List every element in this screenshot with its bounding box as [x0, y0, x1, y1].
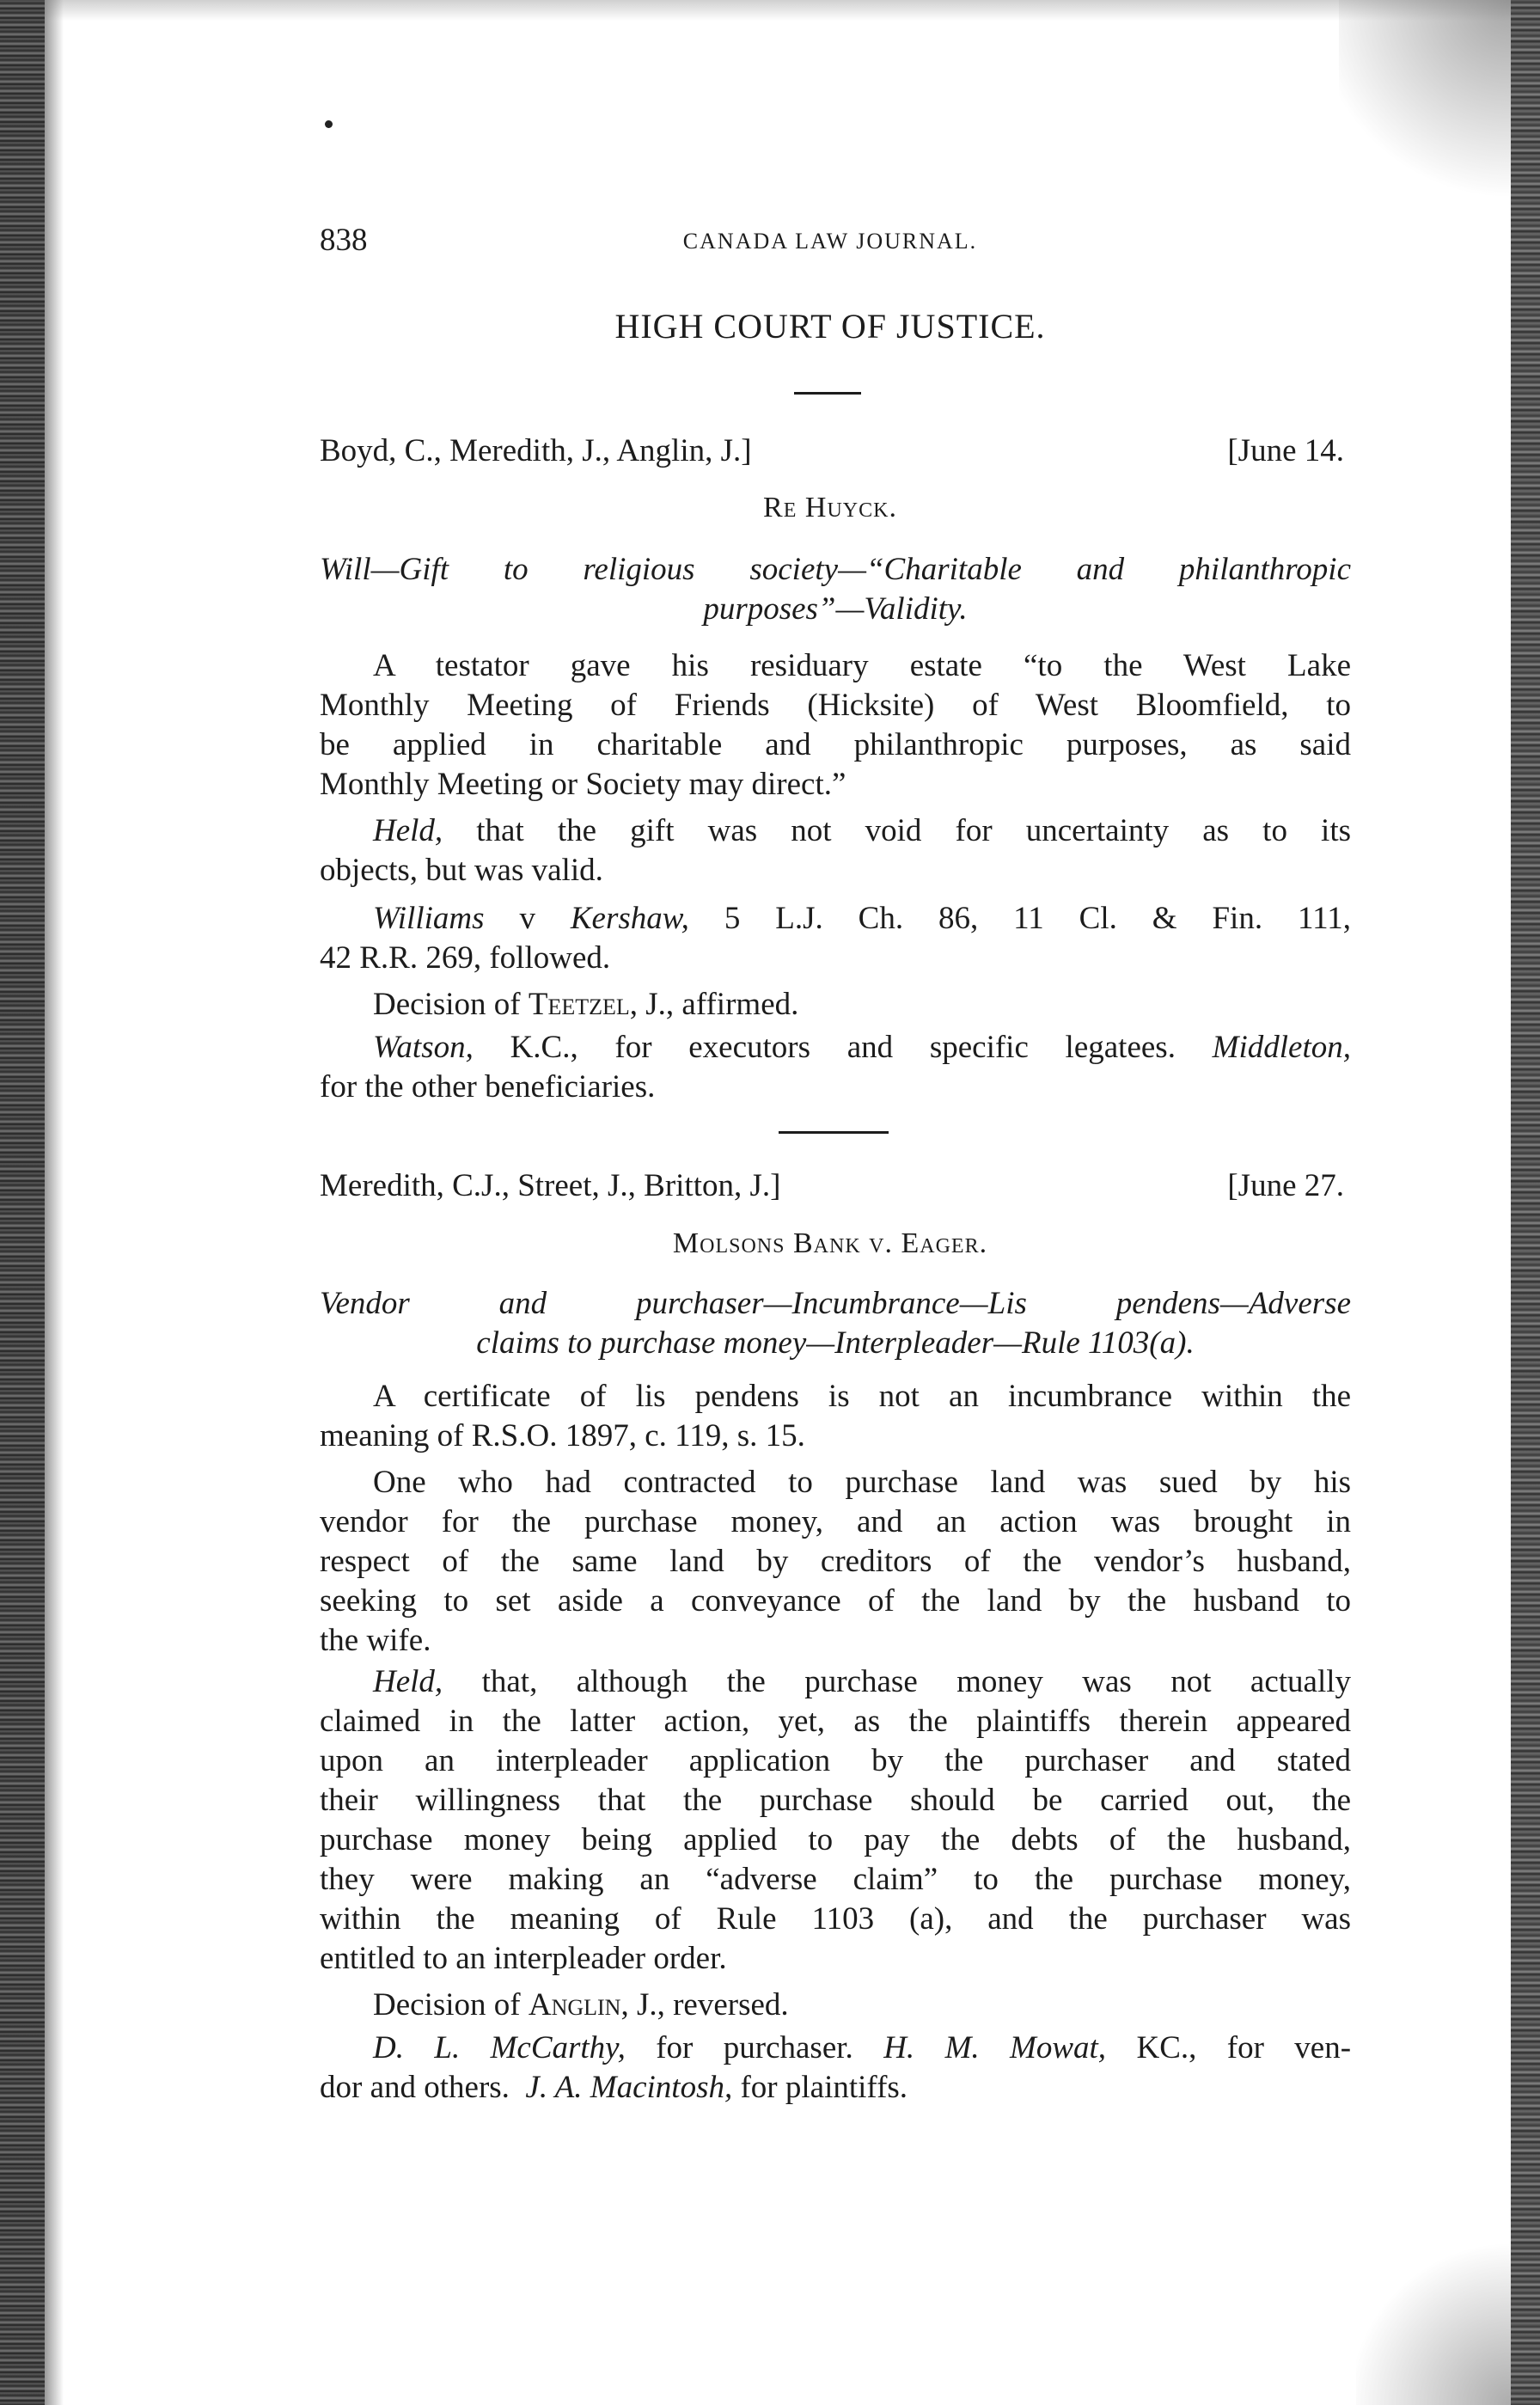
decision-judge: Anglin: [528, 1987, 621, 2023]
text-line: their willingness that the purchase should be carried out, the: [320, 1783, 1351, 1818]
case2-date: [June 27.: [1227, 1168, 1344, 1203]
text-line: for the other beneficiaries.: [320, 1069, 656, 1105]
catchwords-line: Will—Gift to religious society—“Charitable and philanthropic: [320, 552, 1351, 587]
held-text: that, although the purchase money was not actually: [481, 1664, 1351, 1699]
case1-facts: [320, 646, 1351, 805]
case2-decision: [320, 1986, 1351, 2025]
text-line: [320, 811, 1351, 851]
scan-shadow-left: [45, 0, 64, 2405]
scan-shadow-top: [45, 0, 1511, 21]
text-line: [320, 1986, 1351, 2025]
journal-title: CANADA LAW JOURNAL.: [682, 229, 978, 254]
held-word: Held,: [373, 813, 443, 848]
case2-rule-statement: [320, 1377, 1351, 1456]
case1-title: Re Huyck.: [763, 492, 897, 523]
text-line: Monthly Meeting of Friends (Hicksite) of West Bloomfield, to: [320, 688, 1351, 723]
counsel-name: Watson,: [373, 1030, 474, 1065]
counsel-name: Middleton,: [1212, 1030, 1352, 1065]
case1-decision: [320, 985, 1351, 1025]
case2-held: [320, 1662, 1351, 1979]
page-number: 838: [320, 223, 368, 258]
held-text: that the gift was not void for uncertainty as to its: [476, 813, 1352, 848]
decision-judge: Teetzel: [528, 987, 630, 1022]
ink-speck: [325, 120, 333, 128]
case2-title: Molsons Bank v. Eager.: [672, 1227, 988, 1259]
counsel-text: for purchaser.: [656, 2030, 853, 2065]
text-line: One who had contracted to purchase land was sued by his: [373, 1465, 1351, 1500]
case2-bench-line: [320, 1167, 1344, 1210]
text-line: [320, 2068, 1351, 2108]
text-line: [320, 1028, 1351, 1068]
catchwords-line: claims to purchase money—Interpleader—Rule 1103(a).: [476, 1325, 1195, 1361]
catchwords-line: Vendor and purchaser—Incumbrance—Lis pendens—Adverse: [320, 1286, 1351, 1321]
counsel-name: D. L. McCarthy,: [373, 2030, 626, 2065]
case1-held: [320, 811, 1351, 890]
text-line: upon an interpleader application by the purchaser and stated: [320, 1743, 1351, 1778]
decision-suffix: , J., reversed.: [620, 1987, 789, 2023]
text-line: be applied in charitable and philanthropic purposes, as said: [320, 727, 1351, 762]
cited-v: v: [519, 901, 535, 936]
text-line: 42 R.R. 269, followed.: [320, 940, 611, 976]
held-word: Held,: [373, 1664, 443, 1699]
cited-case-name: Williams: [373, 901, 485, 936]
text-line: [320, 2029, 1351, 2068]
catchwords-line: purposes”—Validity.: [703, 591, 968, 627]
scan-corner-top-right: [1339, 0, 1511, 223]
counsel-name: H. M. Mowat,: [883, 2030, 1107, 2065]
text-line: the wife.: [320, 1623, 431, 1658]
text-line: respect of the same land by creditors of the vendor’s husband,: [320, 1544, 1351, 1579]
text-line: purchase money being applied to pay the debts of the husband,: [320, 1822, 1351, 1857]
citation-text: 5 L.J. Ch. 86, 11 Cl. & Fin. 111,: [724, 901, 1351, 936]
court-heading: HIGH COURT OF JUSTICE.: [614, 307, 1046, 346]
scan-border-left: [0, 0, 45, 2405]
scan-corner-bottom-right: [1356, 2233, 1511, 2405]
text-line: [320, 1662, 1351, 1702]
text-line: entitled to an interpleader order.: [320, 1941, 727, 1976]
text-line: claimed in the latter action, yet, as the plaintiffs therein appeared: [320, 1704, 1351, 1739]
section-rule: [779, 1131, 889, 1134]
case2-judges: Meredith, C.J., Street, J., Britton, J.]: [320, 1168, 781, 1203]
text-line: [320, 985, 1351, 1025]
case1-catchwords: [320, 550, 1351, 629]
case1-date: [June 14.: [1227, 433, 1344, 468]
decision-suffix: , J., affirmed.: [629, 987, 799, 1022]
case2-counsel: [320, 2029, 1351, 2108]
case1-bench-line: [320, 432, 1344, 475]
case1-citation: [320, 899, 1351, 978]
decision-prefix: Decision of: [373, 1987, 521, 2023]
text-line: they were making an “adverse claim” to the purchase money,: [320, 1862, 1351, 1897]
text-line: seeking to set aside a conveyance of the land by the husband to: [320, 1583, 1351, 1619]
text-line: within the meaning of Rule 1103 (a), and the purchaser was: [320, 1901, 1351, 1937]
text-line: objects, but was valid.: [320, 853, 603, 888]
cited-case-name: Kershaw,: [570, 901, 689, 936]
case2-catchwords: [320, 1284, 1351, 1363]
scan-border-right: [1511, 0, 1540, 2405]
text-line: [320, 899, 1351, 939]
case1-counsel: [320, 1028, 1351, 1107]
counsel-text: for plaintiffs.: [740, 2070, 908, 2105]
counsel-text: dor and others.: [320, 2070, 510, 2105]
case1-judges: Boyd, C., Meredith, J., Anglin, J.]: [320, 433, 752, 468]
text-line: vendor for the purchase money, and an action was brought in: [320, 1504, 1351, 1539]
text-line: A certificate of lis pendens is not an incumbrance within the: [373, 1379, 1351, 1414]
section-rule: [794, 392, 861, 395]
running-head: [315, 222, 1346, 265]
text-line: Monthly Meeting or Society may direct.”: [320, 767, 846, 802]
text-line: A testator gave his residuary estate “to the West Lake: [373, 648, 1351, 683]
case2-facts: [320, 1463, 1351, 1661]
counsel-text: KC., for ven-: [1136, 2030, 1352, 2065]
decision-prefix: Decision of: [373, 987, 521, 1022]
counsel-text: K.C., for executors and specific legatees.: [510, 1030, 1176, 1065]
counsel-name: J. A. Macintosh,: [525, 2070, 733, 2105]
text-line: meaning of R.S.O. 1897, c. 119, s. 15.: [320, 1418, 805, 1453]
